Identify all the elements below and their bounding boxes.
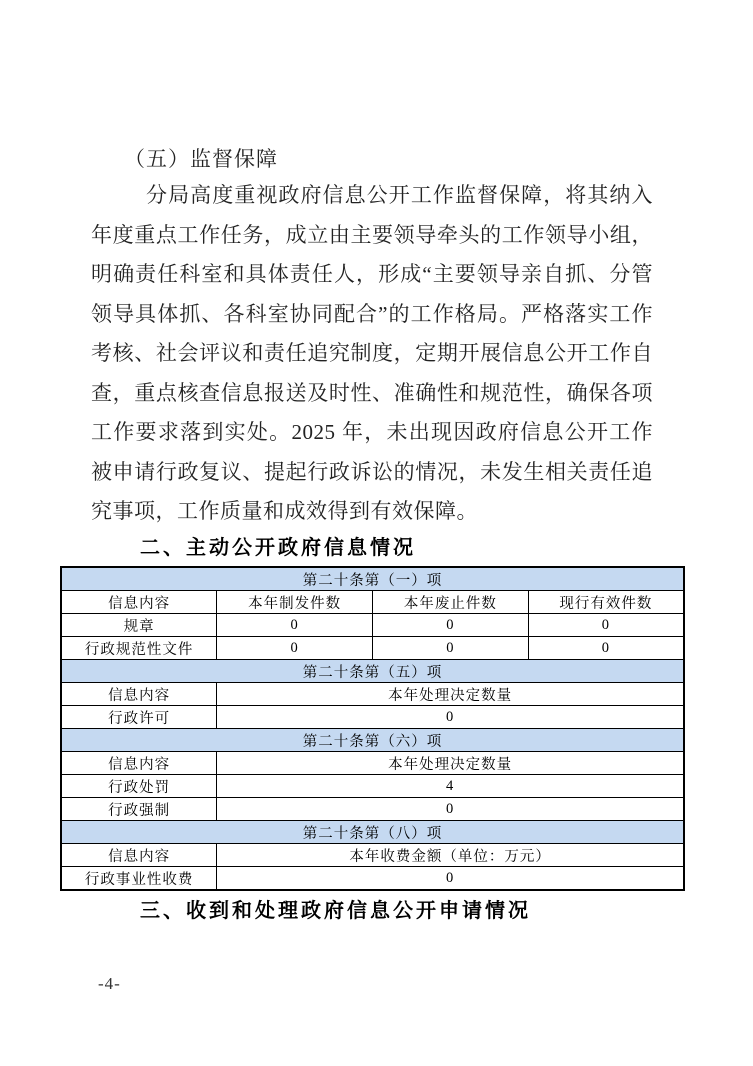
table-col-header: 本年制发件数 xyxy=(217,591,373,614)
table-row xyxy=(61,798,684,821)
table-col-header: 本年处理决定数量 xyxy=(217,752,684,775)
table-col-header: 本年处理决定数量 xyxy=(217,683,684,706)
table-cell: 行政事业性收费 xyxy=(61,867,217,891)
table-col-header: 信息内容 xyxy=(61,844,217,867)
page-number: -4- xyxy=(98,974,121,993)
table-cell: 0 xyxy=(217,706,684,729)
table-cell: 0 xyxy=(217,637,373,660)
disclosure-table-body xyxy=(61,567,684,890)
table-row xyxy=(61,591,684,614)
table-cell: 行政强制 xyxy=(61,798,217,821)
table-section-header: 第二十条第（八）项 xyxy=(61,821,684,844)
table-section-header: 第二十条第（五）项 xyxy=(61,660,684,683)
section-3-heading: 三、收到和处理政府信息公开申请情况 xyxy=(140,900,531,922)
body-paragraph: 分局高度重视政府信息公开工作监督保障，将其纳入年度重点工作任务，成立由主要领导牵头的工作领导小组，明确责任科室和具体责任人，形成“主要领导亲自抓、分管领导具体抓、各科室协同配合”的工作格局。严格落实工作考核、社会评议和责任追究制度，定期开展信息公开工作自查，重点核查信息报送及时性、准确性和规范性，确保各项工作要求落到实处。2025 年，未出现因政府信息公开工作被申请行政复议、提起行政诉讼的情况，未发生相关责任追究事项，工作质量和成效得到有效保障。 xyxy=(91,183,653,523)
table-col-header: 现行有效件数 xyxy=(528,591,684,614)
table-row xyxy=(61,775,684,798)
table-cell: 行政规范性文件 xyxy=(61,637,217,660)
table-cell: 0 xyxy=(528,637,684,660)
table-section-row xyxy=(61,660,684,683)
table-col-header: 信息内容 xyxy=(61,591,217,614)
table-section-header: 第二十条第（一）项 xyxy=(61,567,684,591)
table-col-header: 信息内容 xyxy=(61,683,217,706)
table-cell: 0 xyxy=(373,637,529,660)
table-cell: 0 xyxy=(373,614,529,637)
table-row xyxy=(61,683,684,706)
subsection-heading: （五）监督保障 xyxy=(124,147,278,171)
table-row xyxy=(61,614,684,637)
table-col-header: 本年收费金额（单位：万元） xyxy=(217,844,684,867)
section-2-heading: 二、主动公开政府信息情况 xyxy=(140,537,416,559)
table-cell: 规章 xyxy=(61,614,217,637)
table-row xyxy=(61,752,684,775)
table-row xyxy=(61,867,684,891)
table-cell: 0 xyxy=(217,614,373,637)
disclosure-table-wrap xyxy=(60,566,685,891)
table-section-row xyxy=(61,729,684,752)
table-row xyxy=(61,706,684,729)
disclosure-table xyxy=(60,566,685,891)
table-cell: 4 xyxy=(217,775,684,798)
table-cell: 行政许可 xyxy=(61,706,217,729)
table-section-header: 第二十条第（六）项 xyxy=(61,729,684,752)
table-cell: 行政处罚 xyxy=(61,775,217,798)
table-section-row xyxy=(61,567,684,591)
table-cell: 0 xyxy=(217,867,684,891)
table-col-header: 本年废止件数 xyxy=(373,591,529,614)
table-cell: 0 xyxy=(528,614,684,637)
table-row xyxy=(61,637,684,660)
table-row xyxy=(61,844,684,867)
table-cell: 0 xyxy=(217,798,684,821)
table-col-header: 信息内容 xyxy=(61,752,217,775)
table-section-row xyxy=(61,821,684,844)
